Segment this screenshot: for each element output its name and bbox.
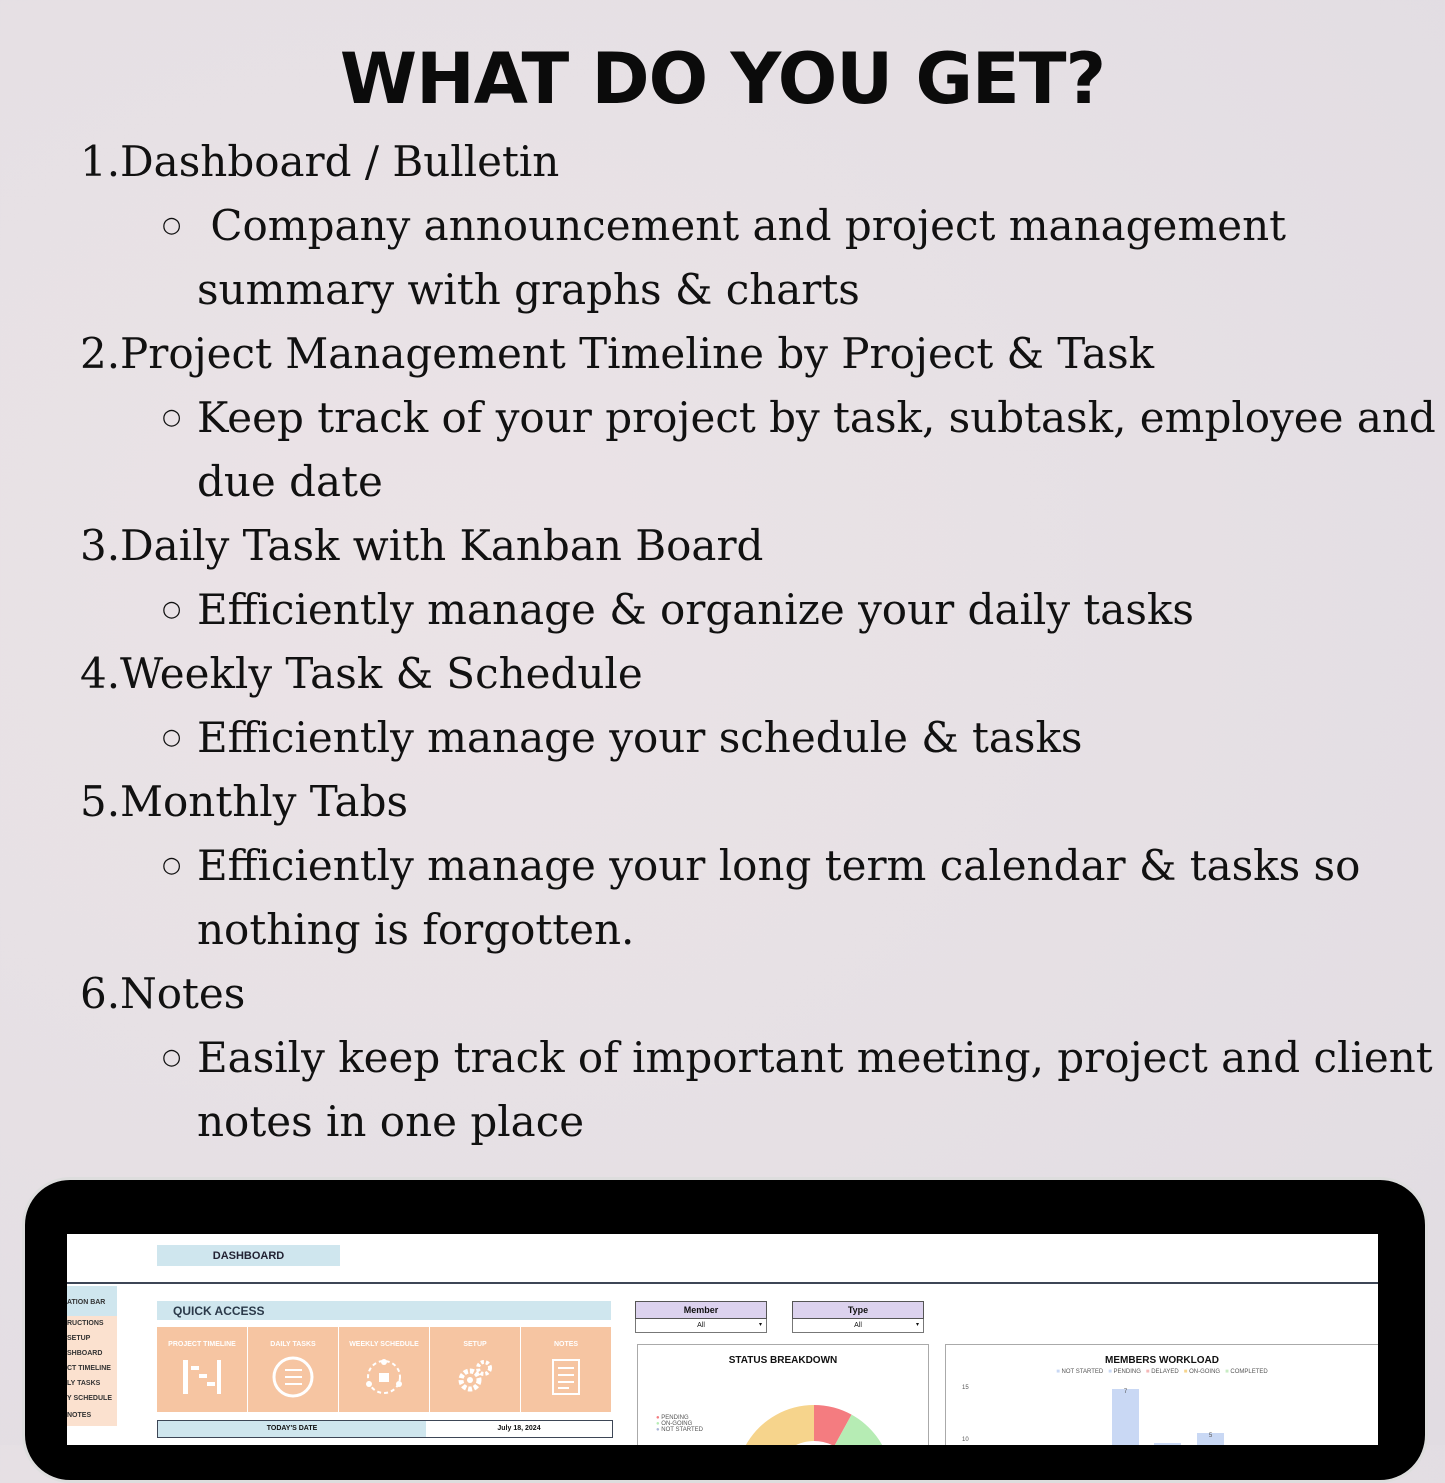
workload-legend: ■ NOT STARTED ■ PENDING ■ DELAYED ■ ON-GOING ■ COMPLETED	[1056, 1369, 1268, 1375]
y-tick-10: 10	[962, 1437, 969, 1443]
feature-description	[80, 1026, 1433, 1154]
bullet-icon: ○	[162, 405, 182, 430]
nav-item-weekly-schedule[interactable]: Y SCHEDULE	[67, 1391, 117, 1406]
feature-label: Weekly Task & Schedule	[120, 649, 643, 698]
feature-label: Monthly Tabs	[120, 777, 409, 826]
navigation-sidebar	[67, 1286, 117, 1426]
description-line: due date	[197, 457, 383, 506]
legend-item: COMPLETED	[1230, 1369, 1268, 1375]
chevron-down-icon: ▾	[758, 1322, 762, 1328]
description-line: Efficiently manage your schedule & tasks	[197, 713, 1083, 762]
timeline-icon	[177, 1356, 227, 1398]
feature-description	[80, 386, 1436, 514]
bullet-icon: ○	[162, 213, 182, 238]
feature-number: 4.	[80, 649, 121, 698]
laptop-screen	[67, 1234, 1378, 1445]
bullet-icon: ○	[162, 853, 182, 878]
description-line: Easily keep track of important meeting, project and client	[197, 1033, 1433, 1082]
qa-label: SETUP	[463, 1341, 487, 1348]
nav-item-notes[interactable]: NOTES	[67, 1406, 117, 1426]
status-breakdown-title: STATUS BREAKDOWN	[728, 1355, 838, 1366]
legend-item: NOT STARTED	[1061, 1369, 1104, 1375]
feature-item	[80, 642, 1420, 706]
qa-label: PROJECT TIMELINE	[168, 1341, 236, 1348]
description-line: Efficiently manage your long term calendar & tasks so	[197, 841, 1361, 890]
status-donut-chart	[638, 1345, 928, 1445]
todays-date-row	[157, 1420, 613, 1438]
bullet-icon: ○	[162, 1045, 182, 1070]
bullet-icon: ○	[162, 725, 182, 750]
team-schedule-icon	[359, 1356, 409, 1398]
bullet-icon: ○	[162, 597, 182, 622]
feature-description	[80, 194, 1420, 322]
nav-item-dashboard[interactable]: SHBOARD	[67, 1346, 117, 1361]
workload-bar	[1197, 1433, 1224, 1445]
nav-item-project-timeline[interactable]: CT TIMELINE	[67, 1361, 117, 1376]
feature-item	[80, 962, 1420, 1026]
header-divider	[67, 1282, 1378, 1284]
nav-header: ATION BAR	[67, 1286, 117, 1316]
feature-description	[80, 706, 1420, 770]
legend-item: DELAYED	[1151, 1369, 1179, 1375]
members-workload-title: MEMBERS WORKLOAD	[1105, 1355, 1219, 1366]
feature-label: Notes	[120, 969, 246, 1018]
nav-item-daily-tasks[interactable]: LY TASKS	[67, 1376, 117, 1391]
feature-label: Project Management Timeline by Project & Task	[120, 329, 1155, 378]
feature-list	[80, 130, 1436, 1154]
feature-number: 1.	[80, 137, 121, 186]
chevron-down-icon: ▾	[915, 1322, 919, 1328]
bar-label: 7	[1123, 1389, 1128, 1395]
qa-label: DAILY TASKS	[270, 1341, 316, 1348]
y-tick-15: 15	[962, 1385, 969, 1391]
legend-item: ON-GOING	[1189, 1369, 1221, 1375]
feature-item	[80, 514, 1420, 578]
member-select[interactable]	[635, 1319, 767, 1333]
qa-daily-tasks-button[interactable]	[248, 1327, 339, 1412]
member-filter	[635, 1301, 767, 1333]
feature-item	[80, 130, 1420, 194]
todays-date-value: July 18, 2024	[497, 1425, 541, 1432]
feature-number: 3.	[80, 521, 121, 570]
feature-item	[80, 770, 1420, 834]
description-line: notes in one place	[197, 1097, 585, 1146]
description-line: Company announcement and project management	[197, 201, 1287, 250]
legend-not-started: ● NOT STARTED	[656, 1427, 703, 1433]
qa-weekly-schedule-button[interactable]	[339, 1327, 430, 1412]
status-breakdown-panel	[637, 1344, 929, 1445]
bar-label: 5	[1208, 1433, 1213, 1439]
feature-number: 5.	[80, 777, 121, 826]
workload-bar	[1112, 1389, 1139, 1445]
member-select-value: All	[697, 1322, 705, 1329]
legend-item: PENDING	[1113, 1369, 1141, 1375]
notes-icon	[541, 1356, 591, 1398]
dashboard-tab[interactable]: DASHBOARD	[157, 1245, 340, 1266]
feature-number: 6.	[80, 969, 121, 1018]
checklist-icon	[268, 1356, 318, 1398]
gear-icon	[450, 1356, 500, 1398]
member-filter-label: Member	[635, 1301, 767, 1319]
members-workload-panel	[945, 1344, 1378, 1445]
feature-number: 2.	[80, 329, 121, 378]
qa-label: WEEKLY SCHEDULE	[349, 1341, 419, 1348]
type-filter	[792, 1301, 924, 1333]
legend-ongoing: ● ON-GOING	[656, 1421, 693, 1427]
description-line: nothing is forgotten.	[197, 905, 635, 954]
nav-item-instructions[interactable]: RUCTIONS	[67, 1316, 117, 1331]
qa-setup-button[interactable]	[430, 1327, 521, 1412]
page-title: WHAT DO YOU GET?	[339, 38, 1106, 120]
feature-description	[80, 578, 1420, 642]
description-line: Keep track of your project by task, subtask, employee and	[197, 393, 1436, 442]
nav-item-setup[interactable]: SETUP	[67, 1331, 117, 1346]
description-line: summary with graphs & charts	[197, 265, 860, 314]
type-filter-label: Type	[792, 1301, 924, 1319]
legend-pending: ● PENDING	[656, 1415, 689, 1421]
feature-item	[80, 322, 1420, 386]
qa-project-timeline-button[interactable]	[157, 1327, 248, 1412]
type-select-value: All	[854, 1322, 862, 1329]
type-select[interactable]	[792, 1319, 924, 1333]
qa-label: NOTES	[553, 1341, 579, 1348]
qa-notes-button[interactable]	[521, 1327, 611, 1412]
todays-date-label: TODAY'S DATE	[158, 1421, 426, 1437]
feature-label: Daily Task with Kanban Board	[120, 521, 764, 570]
feature-description	[80, 834, 1420, 962]
description-line: Efficiently manage & organize your daily tasks	[197, 585, 1194, 634]
quick-access-panel	[157, 1327, 611, 1412]
feature-label: Dashboard / Bulletin	[120, 137, 560, 186]
quick-access-title: QUICK ACCESS	[157, 1301, 611, 1320]
